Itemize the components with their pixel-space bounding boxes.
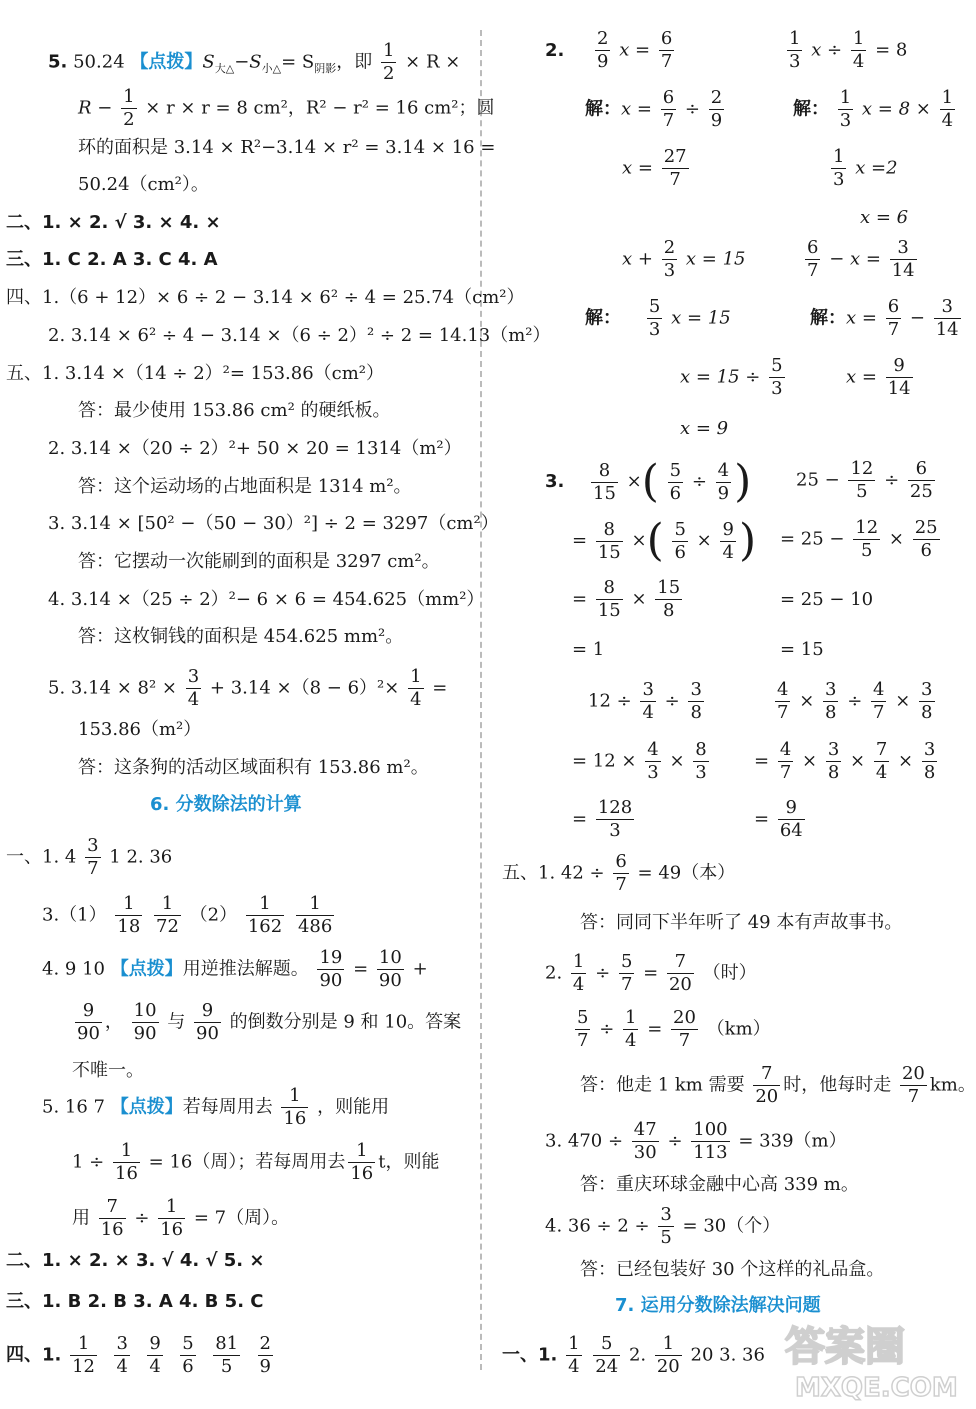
watermark-logo [775,1310,958,1405]
left-line-18: 153.86（m²） [78,719,202,740]
word-3-answer: 答：重庆环球金融中心高 339 m。 [580,1174,859,1195]
calc4-left: = 1 [572,639,605,660]
sol2-left: x = $\frac{27}{7}$ [622,146,687,190]
left-line-11: 2. 3.14 ×（20 ÷ 2）²+ 50 × 20 = 1314（m²） [48,438,462,459]
left-line-3: 环的面积是 3.14 × R²−3.14 × r² = 3.14 × 16 = [78,137,496,158]
left-line-21: 3.（1） $\frac{1}{18}$ $\frac{1}{72}$ （2） $\frac{1}{162}$ $\frac{1}{486}$ [42,893,333,937]
word-4-answer: 答：已经包装好 30 个这样的礼品盒。 [580,1259,885,1280]
section-7-title: 7. 运用分数除法解决问题 [615,1295,821,1316]
left-line-27: 用 $\frac{7}{16}$ ÷ $\frac{1}{16}$ = 7（周）。 [72,1196,290,1240]
left-line-28: 二、1. × 2. × 3. √ 4. √ 5. × [6,1250,265,1271]
right-q3-label: 3. [545,471,565,492]
eq2-right: $\frac{6}{7}$ − x = $\frac{3}{14}$ [807,237,915,281]
calc1-right: 25 − $\frac{12}{5}$ ÷ $\frac{6}{25}$ [796,458,933,502]
left-line-5: 二、1. × 2. √ 3. × 4. × [6,212,221,233]
left-line-2: R − $\frac{1}{2}$ × r × r = 8 cm²，R² − r² = 16 cm²；圆 [78,86,495,130]
eq2-left: x + $\frac{2}{3}$ x = 15 [622,237,746,281]
calc6-left: = 12 × $\frac{4}{3}$ × $\frac{8}{3}$ [572,739,707,783]
word-4: 4. 36 ÷ 2 ÷ $\frac{3}{5}$ = 30（个） [545,1204,781,1248]
left-line-6: 三、1. C 2. A 3. C 4. A [6,249,218,270]
watermark-text: 答案圈 [785,1324,905,1370]
word-1: 五、1. 42 ÷ $\frac{6}{7}$ = 49（本） [502,851,736,895]
left-line-1: 5. 50.24 【点拨】$S_{大\triangle}-S_{小\triangle}= S_{阴影}$，即 $\frac{1}{2}$ × R × [48,40,461,84]
right-last-line: 一、1. $\frac{1}{4}$ $\frac{5}{24}$ 2. $\frac{1}{20}$ 20 3. 36 [502,1333,765,1377]
sol2-right: $\frac{1}{3}$ x =2 [833,146,898,190]
sol4-right: 解：x = $\frac{6}{7}$ − $\frac{3}{14}$ [810,296,959,340]
left-line-16: 答：这枚铜钱的面积是 454.625 mm²。 [78,626,404,647]
left-line-25: 5. 16 7 【点拨】若每周用去 $\frac{1}{16}$ ，则能用 [42,1085,390,1129]
sol5-right: x = $\frac{9}{14}$ [846,355,911,399]
sol4-left: 解： $\frac{5}{3}$ x = 15 [585,296,731,340]
calc7-right: = $\frac{9}{64}$ [754,797,803,841]
word-2a: 2. $\frac{1}{4}$ ÷ $\frac{5}{7}$ = $\frac{7}{20}$ （时） [545,951,757,995]
calc3-left: = $\frac{8}{15}$ × $\frac{15}{8}$ [572,577,681,621]
sol5-left: x = 15 ÷ $\frac{5}{3}$ [680,355,783,399]
column-divider [480,30,482,1370]
sol1-right: 解： $\frac{1}{3}$ x = 8 × $\frac{1}{4}$ [793,87,954,131]
watermark-url: MXQE.COM [795,1373,958,1403]
left-line-22: 4. 9 10 【点拨】用逆推法解题。 $\frac{19}{90}$ = $\frac{10}{90}$ + [42,947,428,991]
left-line-15: 4. 3.14 ×（25 ÷ 2）²− 6 × 6 = 454.625（mm²） [48,589,485,610]
section-6-title: 6. 分数除法的计算 [150,794,302,815]
word-2-answer: 答：他走 1 km 需要 $\frac{7}{20}$ 时，他每时走 $\frac{20}{7}$ km。 [580,1063,976,1107]
calc7-left: = $\frac{128}{3}$ [572,797,633,841]
eq1-left: $\frac{2}{9}$ x = $\frac{6}{7}$ [597,28,673,72]
left-line-30: 四、1. $\frac{1}{12}$ $\frac{3}{4}$ $\frac{9}{4}$ $\frac{5}{6}$ $\frac{81}{5}$ $\frac{2}{9}$ [6,1333,271,1377]
eq1-right: $\frac{1}{3}$ x ÷ $\frac{1}{4}$ = 8 [789,28,908,72]
left-line-17: 5. 3.14 × 8² × $\frac{3}{4}$ + 3.14 ×（8 − 6）²× $\frac{1}{4}$ = [48,666,448,710]
left-line-8: 2. 3.14 × 6² ÷ 4 − 3.14 ×（6 ÷ 2）² ÷ 2 = 14.13（m²） [48,325,551,346]
calc2-right: = 25 − $\frac{12}{5}$ × $\frac{25}{6}$ [780,517,938,561]
left-line-26: 1 ÷ $\frac{1}{16}$ = 16（周）；若每周用去 $\frac{1}{16}$ t，则能 [72,1140,440,1184]
calc5-right: $\frac{4}{7}$ × $\frac{3}{8}$ ÷ $\frac{4}{7}$ × $\frac{3}{8}$ [777,679,933,723]
sol6-left: x = 9 [680,418,729,439]
word-1-answer: 答：同同下半年听了 49 本有声故事书。 [580,912,903,933]
left-line-9: 五、1. 3.14 ×（14 ÷ 2）²= 153.86（cm²） [6,363,385,384]
left-line-19: 答：这条狗的活动区域面积有 153.86 m²。 [78,757,429,778]
calc3-right: = 25 − 10 [780,589,874,610]
calc5-left: 12 ÷ $\frac{3}{4}$ ÷ $\frac{3}{8}$ [588,679,702,723]
left-line-23: $\frac{9}{90}$ ， $\frac{10}{90}$ 与 $\frac{9}{90}$ 的倒数分别是 9 和 10。答案 [77,1000,462,1044]
word-2b: $\frac{5}{7}$ ÷ $\frac{1}{4}$ = $\frac{20}{7}$ （km） [577,1007,771,1051]
left-line-7: 四、1.（6 + 12）× 6 ÷ 2 − 3.14 × 6² ÷ 4 = 25.74（cm²） [6,287,525,308]
left-line-4: 50.24（cm²）。 [78,174,209,195]
sol3-right: x = 6 [860,207,909,228]
left-line-24: 不唯一。 [72,1060,144,1081]
calc1-left: $\frac{8}{15}$ ×( $\frac{5}{6}$ ÷ $\frac{4}{9}$ ) [593,456,752,507]
right-q2-label: 2. [545,40,565,61]
left-line-29: 三、1. B 2. B 3. A 4. B 5. C [6,1291,264,1312]
sol1-left: 解：x = $\frac{6}{7}$ ÷ $\frac{2}{9}$ [585,87,723,131]
calc6-right: = $\frac{4}{7}$ × $\frac{3}{8}$ × $\frac{7}{4}$ × $\frac{3}{8}$ [754,739,936,783]
left-line-10: 答：最少使用 153.86 cm² 的硬纸板。 [78,400,391,421]
calc4-right: = 15 [780,639,824,660]
left-line-14: 答：它摆动一次能刷到的面积是 3297 cm²。 [78,551,440,572]
left-line-20: 一、1. 4 $\frac{3}{7}$ 1 2. 36 [6,835,173,879]
word-3: 3. 470 ÷ $\frac{47}{30}$ ÷ $\frac{100}{113}$ = 339（m） [545,1119,847,1163]
calc2-left: = $\frac{8}{15}$ ×( $\frac{5}{6}$ × $\frac{9}{4}$ ) [572,515,757,566]
left-line-12: 答：这个运动场的占地面积是 1314 m²。 [78,476,412,497]
left-line-13: 3. 3.14 × [50² −（50 − 30）²] ÷ 2 = 3297（cm²） [48,513,499,534]
